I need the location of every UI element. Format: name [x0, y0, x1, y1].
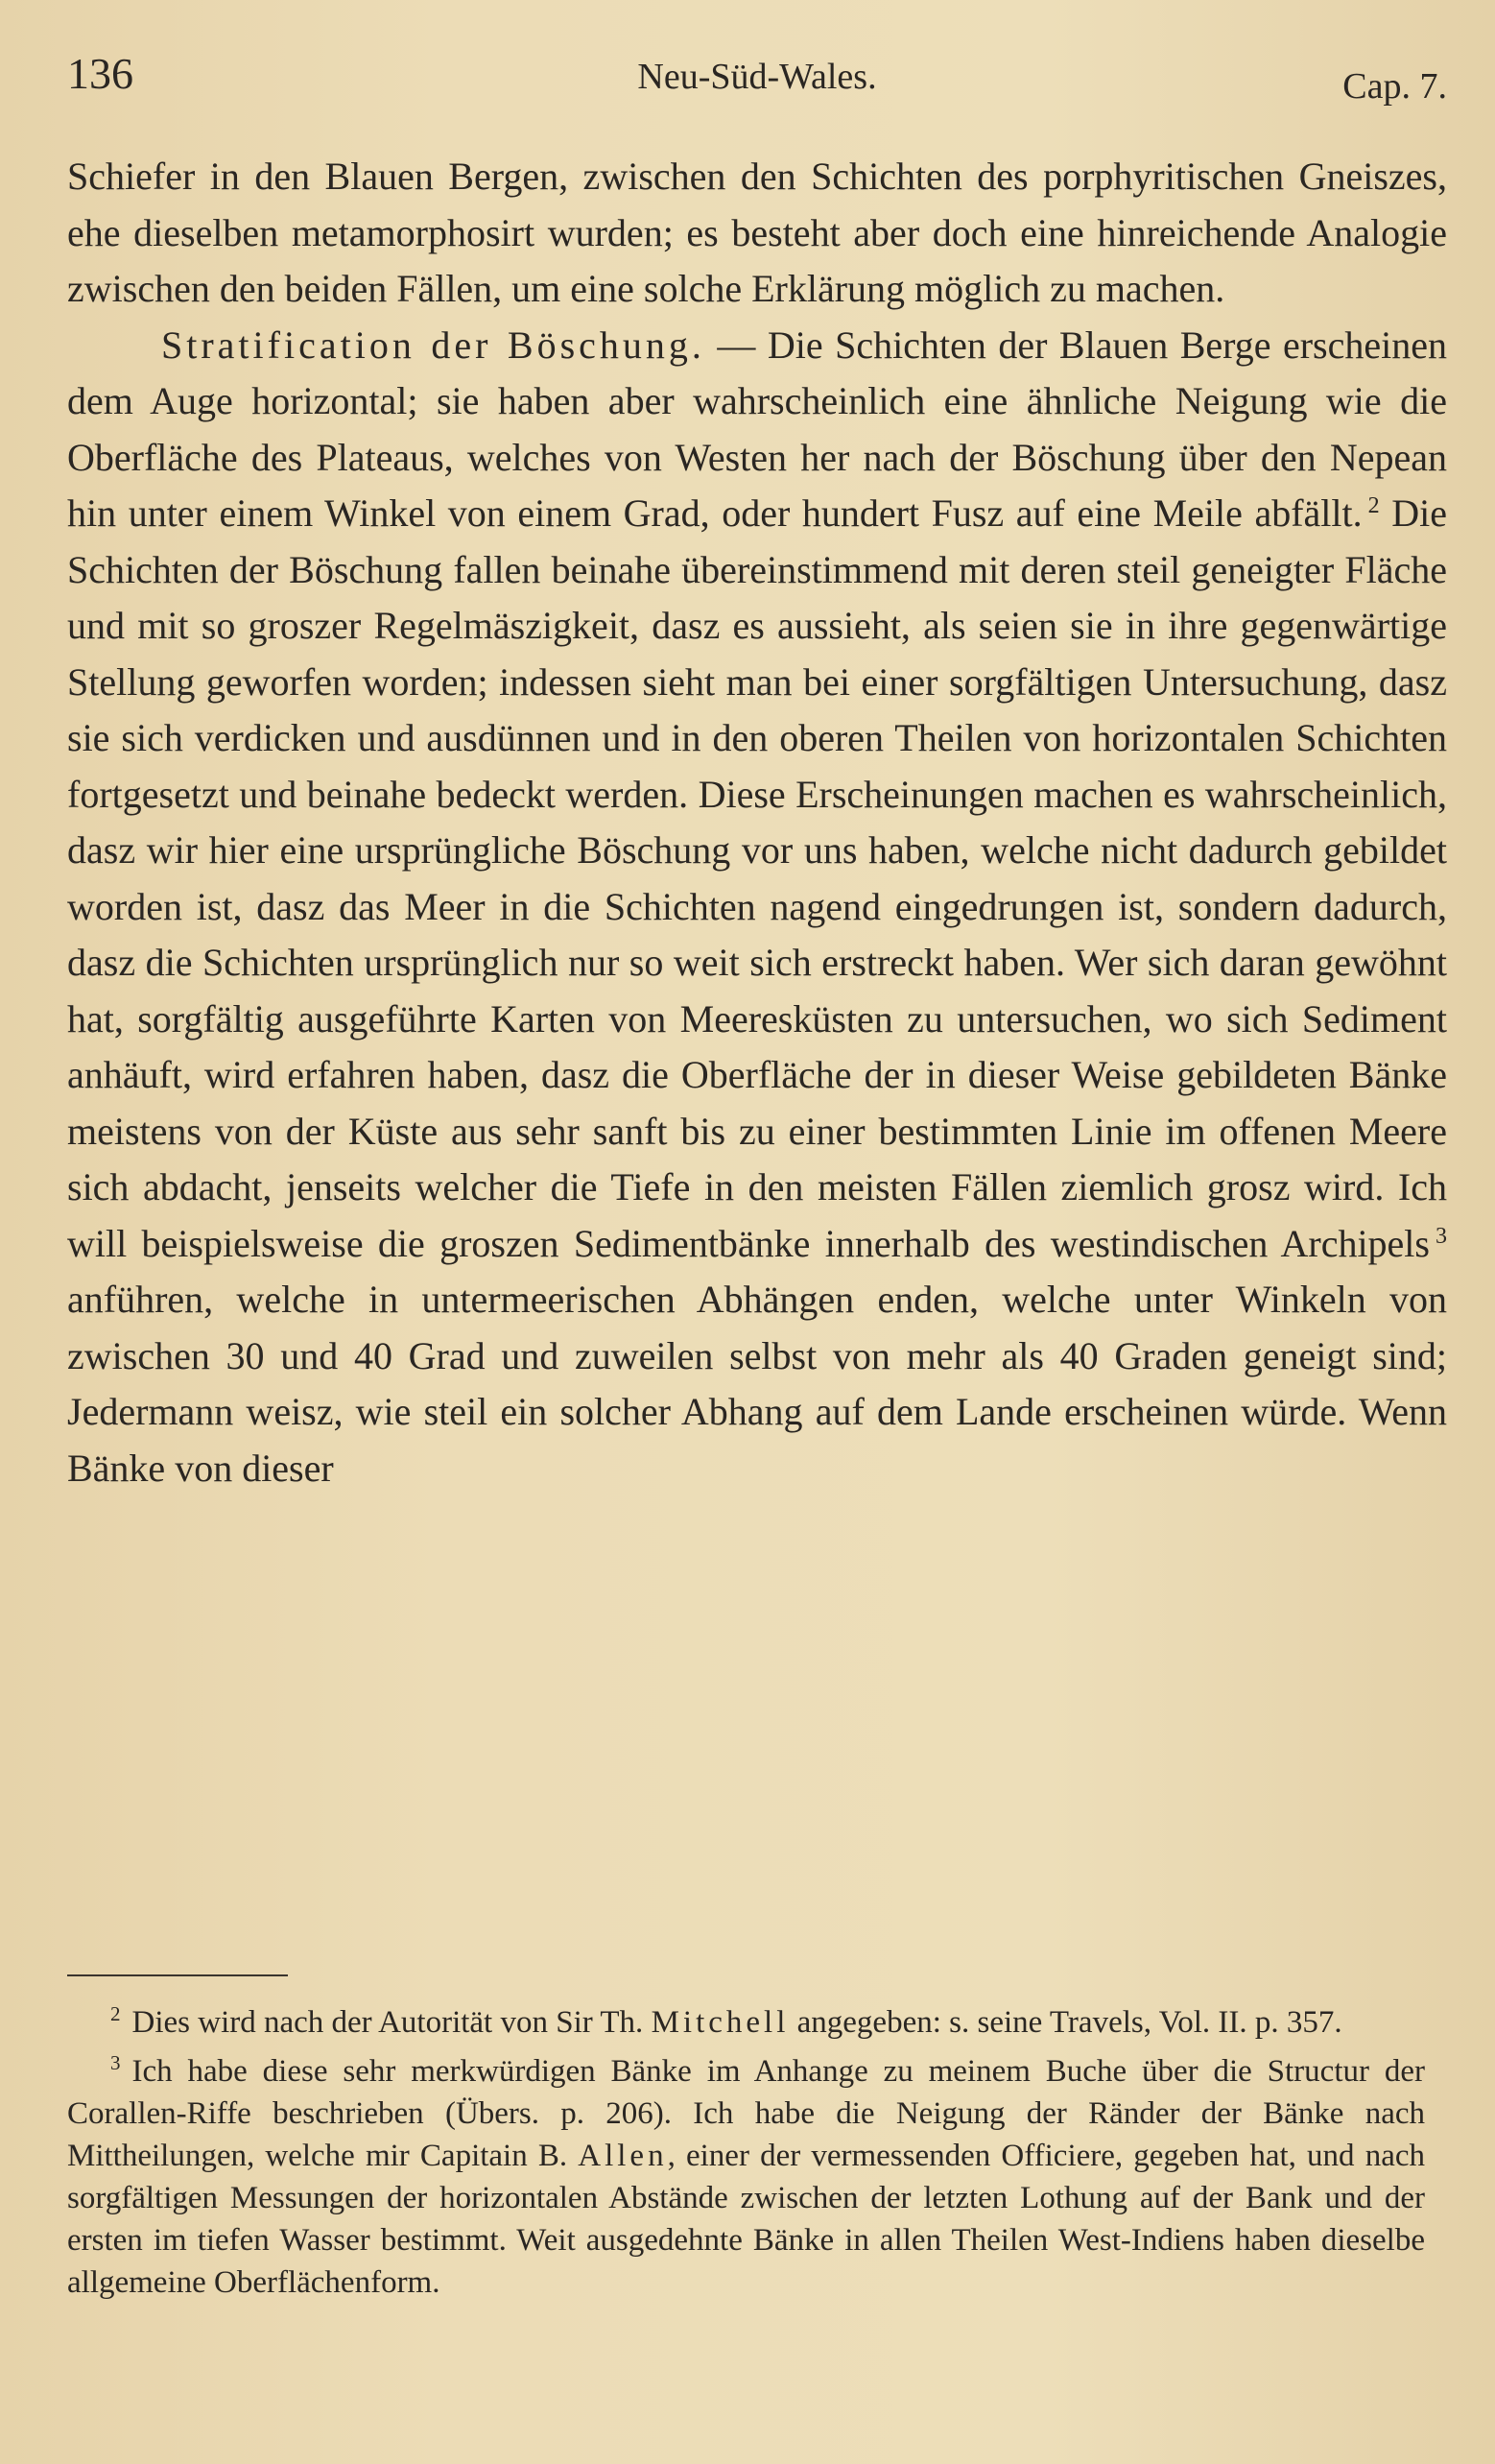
- footnote-author-name: Mitchell: [651, 2005, 790, 2040]
- paragraph-2-text-a: — Die Schichten der Blauen Berge erscheinen dem Auge horizontal; sie haben aber wahrscheinlich eine ähnliche Neigung wie die Oberfläche des Plateaus, welches von Westen her nach der Böschung über den Nepean hin unter einem Winkel von einem Grad, oder hundert Fusz auf eine Meile abfällt.: [67, 323, 1447, 535]
- paragraph-2-text-b: Die Schichten der Böschung fallen beinahe übereinstimmend mit deren steil geneigter Fläche und mit so groszer Regelmäszigkeit, dasz es aussieht, als seien sie in ihre gegenwärtige Stellung geworfen worden; indessen sieht man bei einer sorgfältigen Untersuchung, dasz sie sich verdicken und ausdünnen und in den oberen Theilen von horizontalen Schichten fortgesetzt und beinahe bedeckt werden. Diese Erscheinungen machen es wahrscheinlich, dasz wir hier eine ursprüngliche Böschung vor uns haben, welche nicht dadurch gebildet worden ist, dasz das Meer in die Schichten nagend eingedrungen ist, sondern dadurch, dasz die Schichten ursprünglich nur so weit sich erstreckt haben. Wer sich daran gewöhnt hat, sorgfältig ausgeführte Karten von Meeresküsten zu untersuchen, wo sich Sediment anhäuft, wird erfahren haben, dasz die Oberfläche der in dieser Weise gebildeten Bänke meistens von der Küste aus sehr sanft bis zu einer bestimmten Linie im offenen Meere sich abdacht, jenseits welcher die Tiefe in den meisten Fällen ziemlich grosz wird. Ich will beispielsweise die groszen Sedimentbänke innerhalb des westindischen Archipels: [67, 491, 1447, 1265]
- footnote-text: angegeben: s. seine Travels, Vol. II. p. 357.: [789, 2005, 1342, 2040]
- footnote-author-name: Allen: [578, 2139, 668, 2173]
- paragraph-2-text-c: anführen, welche in untermeerischen Abhängen enden, welche unter Winkeln von zwischen 30 und 40 Grad und zuweilen selbst von mehr als 40 Graden geneigt sind; Jedermann weisz, wie steil ein solcher Abhang auf dem Lande erscheinen würde. Wenn Bänke von dieser: [67, 1278, 1447, 1490]
- section-heading: Stratification der Böschung.: [161, 323, 705, 367]
- footnotes: [67, 2001, 1425, 2310]
- footnote-ref-3[interactable]: 3: [1436, 1223, 1447, 1249]
- page-number: 136: [67, 49, 133, 98]
- footnote-mark: 3: [110, 2051, 121, 2074]
- paragraph-1: Schiefer in den Blauen Bergen, zwischen den Schichten des porphyritischen Gneiszes, ehe dieselben metamorphosirt wurden; es besteht aber doch eine hinreichende Analogie zwischen den beiden Fällen, um eine solche Erklärung möglich zu machen.: [67, 155, 1447, 310]
- main-text: [67, 149, 1447, 1496]
- footnote-3: [67, 2050, 1425, 2304]
- footnote-ref-2[interactable]: 2: [1367, 493, 1380, 518]
- paragraph-2: [67, 318, 1447, 1497]
- running-title: Neu-Süd-Wales.: [637, 57, 877, 97]
- footnote-text: , einer der vermessenden Officiere, gegeben hat, und nach sorgfältigen Messungen der horizontalen Abstände zwischen der letzten Lothung auf der Bank und der ersten im tiefen Wasser bestimmt. Weit ausgedehnte Bänke in allen Theilen West-Indiens haben dieselbe allgemeine Oberflächenform.: [67, 2139, 1425, 2300]
- footnote-divider: [67, 1974, 288, 1976]
- footnote-text: Dies wird nach der Autorität von Sir Th.: [131, 2005, 652, 2040]
- footnote-2: [67, 2001, 1425, 2044]
- running-head: [67, 38, 1447, 106]
- chapter-label: Cap. 7.: [1342, 66, 1447, 107]
- footnote-text: Ich habe diese sehr merkwürdigen Bänke im Anhange zu meinem Buche über die Structur der Corallen-Riffe beschrieben (Übers. p. 206). Ich habe die Neigung der Ränder der Bänke nach Mittheilungen, welche mir Capitain B.: [67, 2054, 1425, 2173]
- footnote-mark: 2: [110, 2002, 121, 2025]
